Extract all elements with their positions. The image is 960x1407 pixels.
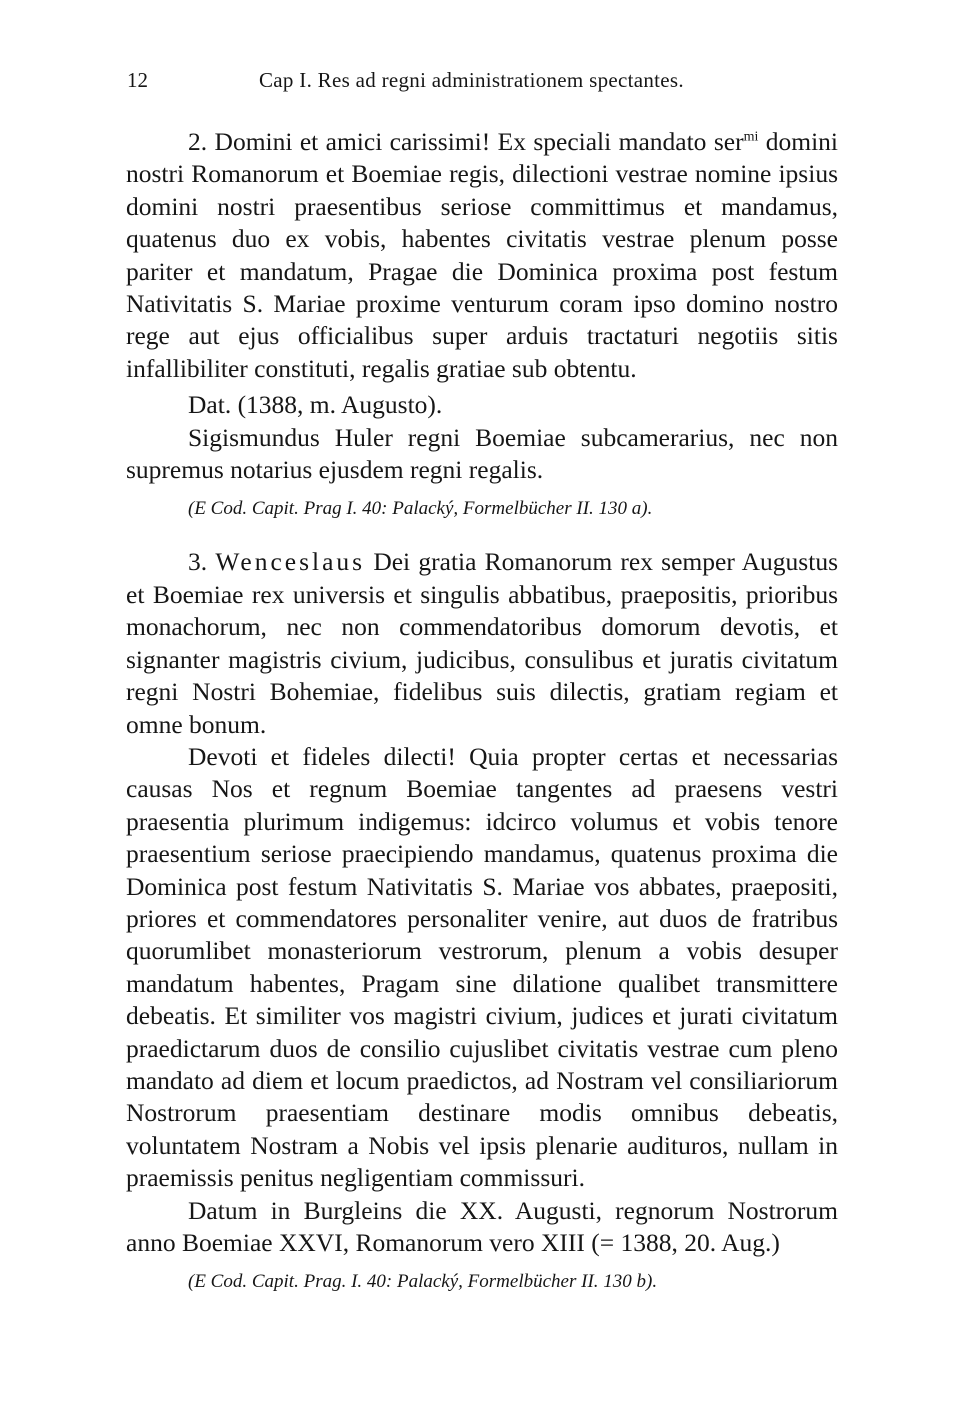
page-header [127,68,837,108]
doc2-text-rest: domini nostri Romanorum et Boemiae regis, dilectioni vestrae nomine ipsius domini nostri praesentibus seriose committimus et mandamus, quatenus duo ex vobis, habentes civitatis vestrae plenum posse pariter et mandatum, Pragae die Dominica proxima post festum Nativitatis S. Mariae proxime venturum coram ipso domino nostro rege aut ejus officialibus super arduis tractaturi negotiis sitis infallibiliter constituti, regalis gratiae sub obtentu. [126,127,838,383]
doc2-text-start: Domini et amici carissimi! Ex speciali mandato ser [214,127,744,156]
doc2-superscript: mi [743,129,759,145]
running-head: Cap I. Res ad regni administrationem spectantes. [259,68,684,92]
doc2-date: Dat. (1388, m. Augusto). [188,390,443,420]
page-body [126,126,838,1297]
doc2-source: (E Cod. Capit. Prag I. 40: Palacký, Formelbücher II. 130 a). [188,498,653,520]
doc3-main-paragraph: Devoti et fideles dilecti! Quia propter certas et necessarias causas Nos et regnum Boemiae tangentes ad praesens vestri praesentia plurimum indigemus: idcirco volumus et vobis tenore praesentium seriose praecipiendo mandamus, quatenus proxima die Dominica post festum Nativitatis S. Mariae vos abbates, praepositi, priores et commendatores personaliter venire, aut duos de fratribus quorumlibet monasteriorum vestrorum, plenum a vobis desuper mandatum habentes, Pragam sine dilatione qualibet transmittere debeatis. Et similiter vos magistri civium, judices et jurati civitatum praedictarum duos de consilio cujuslibet civitatis vestrae cum pleno mandato ad diem et locum praedictos, ad Nostram vel consiliariorum Nostrorum praesentiam destinare modis omnibus debeatis, voluntatem Nostram a Nobis vel ipsis plenarie audituros, nullam in praemissis penitus negligentiam commissuri. [126,741,838,1193]
doc3-datum: Datum in Burgleins die XX. Augusti, regnorum Nostrorum anno Boemiae XXVI, Romanorum vero XIII (= 1388, 20. Aug.) [126,1195,838,1257]
doc3-name: Wenceslaus [215,547,366,577]
section-gap [126,524,838,546]
doc3-intro-rest: Dei gratia Romanorum rex semper Augustus et Boemiae rex universis et singulis abbatibus, praepositis, prioribus monachorum, nec non commendatoribus domorum devotis, et signanter magistris civium, judicibus, consulibus et juratis civitatum regni Nostri Bohemiae, fidelibus suis dilectis, gratiam regiam et omne bonum. [126,547,838,739]
doc2-paragraph [126,126,838,385]
doc2-number: 2. [188,127,208,156]
doc3-intro-paragraph [126,546,838,740]
doc3-source: (E Cod. Capit. Prag. I. 40: Palacký, Formelbücher II. 130 b). [188,1271,658,1293]
doc3-number: 3. [188,547,208,577]
page-number: 12 [127,68,148,92]
doc2-signature: Sigismundus Huler regni Boemiae subcamerarius, nec non supremus notarius ejusdem regni regalis. [126,422,838,485]
